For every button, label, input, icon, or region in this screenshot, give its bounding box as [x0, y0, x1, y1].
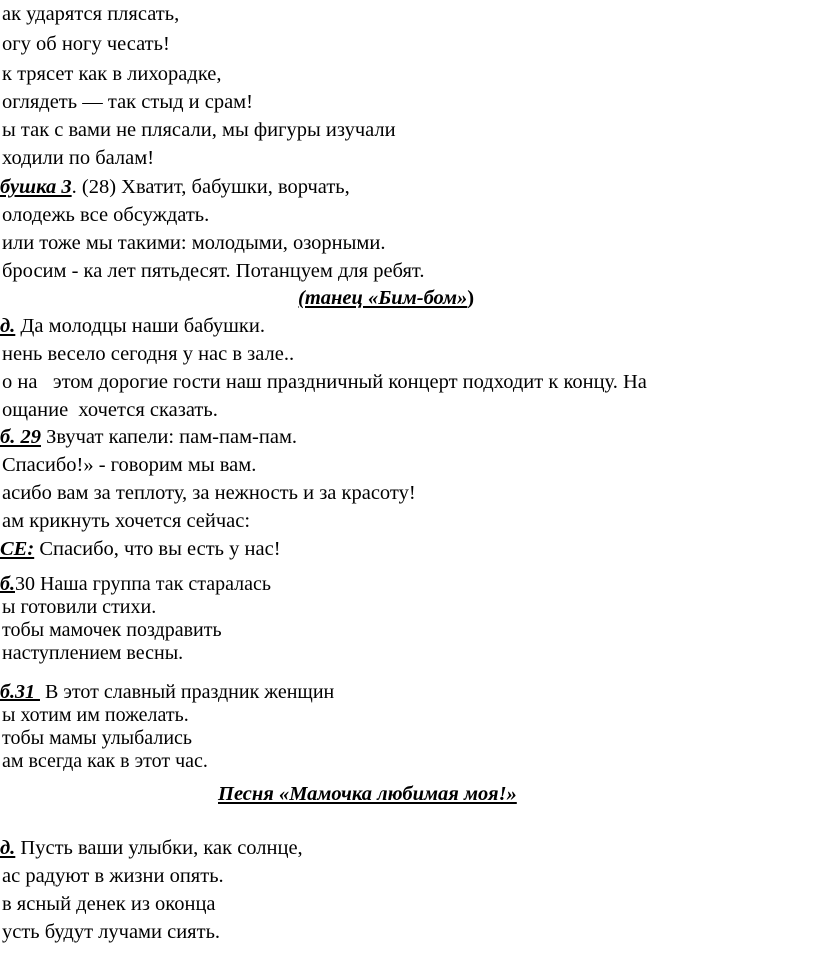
- text-line: б.31 В этот славный праздник женщин: [0, 681, 335, 703]
- text-line: ощание хочется сказать.: [2, 399, 218, 421]
- text-line: ам всегда как в этот час.: [2, 750, 208, 772]
- text-line: или тоже мы такими: молодыми, озорными.: [2, 232, 386, 254]
- speaker-label: б. 29: [0, 426, 41, 448]
- text-line: бушка 3. (28) Хватит, бабушки, ворчать,: [0, 176, 350, 198]
- text-line: ходили по балам!: [2, 147, 155, 169]
- text-line: наступлением весны.: [2, 642, 184, 664]
- text-line: Спасибо!» - говорим мы вам.: [2, 454, 257, 476]
- text-line: тобы мамочек поздравить: [2, 619, 222, 641]
- speaker-label: б.31: [0, 681, 40, 703]
- speaker-label: СЕ:: [0, 538, 35, 560]
- text-line: нень весело сегодня у нас в зале..: [2, 343, 295, 365]
- text-line: ам крикнуть хочется сейчас:: [2, 510, 251, 532]
- text-line: бросим - ка лет пятьдесят. Потанцуем для ребят.: [2, 260, 425, 282]
- text-line: олодежь все обсуждать.: [2, 204, 210, 226]
- text-line: усть будут лучами сиять.: [2, 921, 221, 943]
- text-line: ас радуют в жизни опять.: [2, 865, 224, 887]
- text-line: асибо вам за теплоту, за нежность и за красоту!: [2, 482, 416, 504]
- text-line: б. 29 Звучат капели: пам-пам-пам.: [0, 426, 298, 448]
- section-heading: Песня «Мамочка любимая моя!»: [218, 783, 517, 805]
- text-line: СЕ: Спасибо, что вы есть у нас!: [0, 538, 281, 560]
- text-line: ак ударятся плясать,: [2, 3, 180, 25]
- speaker-label: д.: [0, 315, 16, 337]
- text-line: д. Пусть ваши улыбки, как солнце,: [0, 837, 303, 859]
- speaker-label: бушка 3: [0, 176, 72, 198]
- text-line: ы так с вами не плясали, мы фигуры изучали: [2, 119, 396, 141]
- text-line: огу об ногу чесать!: [2, 33, 170, 55]
- text-line: оглядеть — так стыд и срам!: [2, 91, 253, 113]
- text-line: ы готовили стихи.: [2, 596, 157, 618]
- text-line: о на этом дорогие гости наш праздничный концерт подходит к концу. На: [2, 371, 647, 393]
- text-line: к трясет как в лихорадке,: [2, 63, 222, 85]
- speaker-label: б.: [0, 573, 15, 595]
- text-line: б.30 Наша группа так старалась: [0, 573, 272, 595]
- text-line: д. Да молодцы наши бабушки.: [0, 315, 265, 337]
- text-line: в ясный денек из оконца: [2, 893, 216, 915]
- text-line: ы хотим им пожелать.: [2, 704, 189, 726]
- speaker-label: д.: [0, 837, 16, 859]
- text-line: тобы мамы улыбались: [2, 727, 193, 749]
- section-heading: (танец «Бим-бом»): [298, 287, 475, 309]
